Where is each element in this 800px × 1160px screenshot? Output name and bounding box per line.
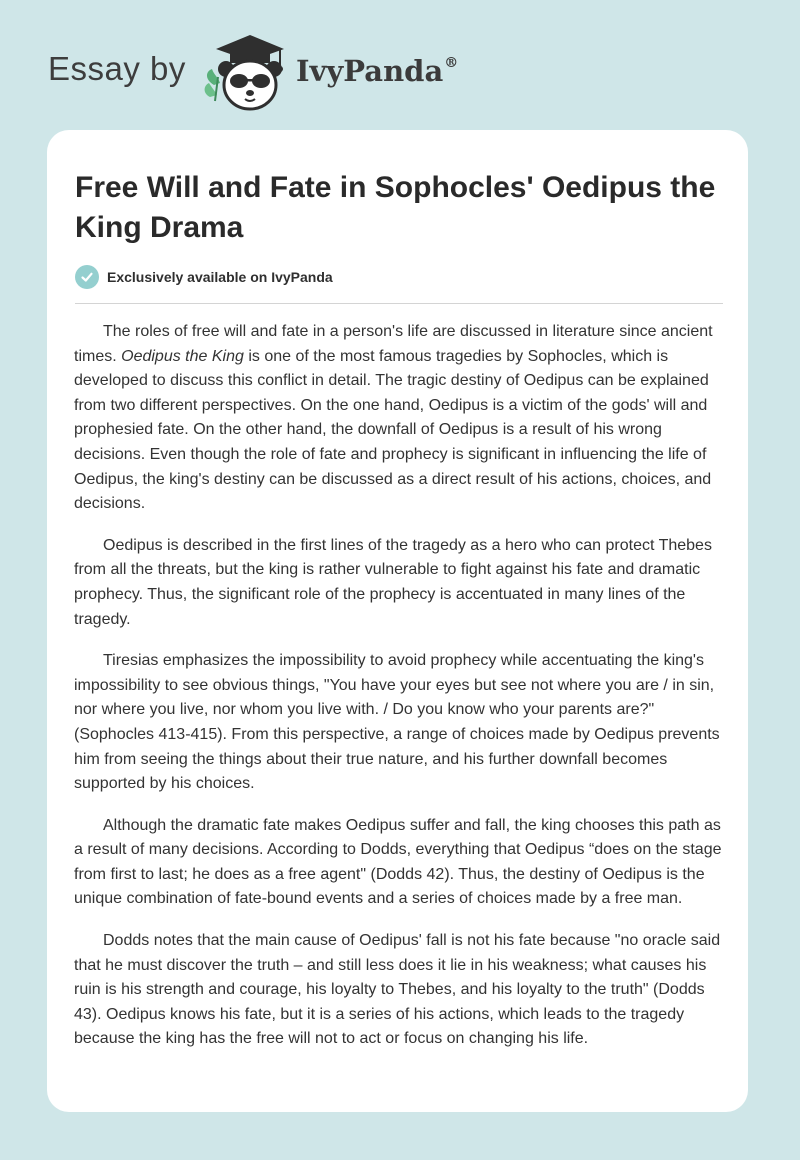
paragraph-3: Tiresias emphasizes the impossibility to avoid prophecy while accentuating the king's impossibility to see obvious things, "You have your eyes but see not where you are / in sin, nor where you live, nor whom you live with. / Do you know who your parents are?" (Sophocles 413-415). From this perspective, a range of choices made by Oedipus prevents him from seeing the things about their true nature, and his further downfall becomes supported by his choices. — [74, 652, 720, 793]
site-header — [0, 0, 800, 130]
exclusive-badge — [75, 264, 333, 290]
essay-card — [47, 130, 748, 1112]
work-title: Oedipus the King — [121, 347, 244, 365]
divider — [75, 303, 723, 304]
brand-name[interactable] — [296, 54, 458, 88]
paragraph-5: Dodds notes that the main cause of Oedipus' fall is not his fate because "no oracle said that he must discover the truth – and still less does it lie in his weakness; what causes his ruin is his strength and courage, his loyalty to Thebes, and his loyalty to the truth" (Dodds 43). Oedipus knows his fate, but it is a series of his actions, which leads to the tragedy because the king has the free will not to act or focus on changing his life. — [74, 932, 721, 1048]
paragraph-1 — [74, 320, 726, 517]
essay-by-label: Essay by — [48, 50, 186, 87]
registered-mark: ® — [444, 55, 459, 71]
panda-graduate-icon[interactable] — [200, 33, 290, 113]
exclusive-label: Exclusively available on IvyPanda — [107, 269, 333, 285]
paragraph-4: Although the dramatic fate makes Oedipus suffer and fall, the king chooses this path as a result of many decisions. According to Dodds, everything that Oedipus “does on the stage from first to last; he does as a free agent" (Dodds 42). Thus, the destiny of Oedipus is the unique combination of fate-bound events and a series of choices made by a free man. — [74, 816, 722, 908]
check-circle-icon — [75, 265, 99, 289]
page-title: Free Will and Fate in Sophocles' Oedipus the King Drama — [75, 171, 716, 244]
paragraph-1-rest: is one of the most famous tragedies by Sophocles, which is developed to discuss this conflict in detail. The tragic destiny of Oedipus can be explained from two different perspectives. On the one hand, Oedipus is a victim of the gods' will and prophesied fate. On the other hand, the downfall of Oedipus is a result of his wrong decisions. Even though the role of fate and prophecy is significant in influencing the life of Oedipus, the king's destiny can be discussed as a direct result of his actions, choices, and decisions. — [74, 347, 712, 513]
essay-body — [74, 320, 726, 1069]
paragraph-1-start: The roles of free will and fate in a person's life are discussed in literature since ancient times. — [74, 323, 713, 365]
paragraph-2: Oedipus is described in the first lines of the tragedy as a hero who can protect Thebes from all the threats, but the king is rather vulnerable to fight against his fate and dramatic prophecy. Thus, the significant role of the prophecy is accentuated in many lines of the tragedy. — [74, 536, 712, 628]
brand-text: IvyPanda — [296, 54, 444, 88]
